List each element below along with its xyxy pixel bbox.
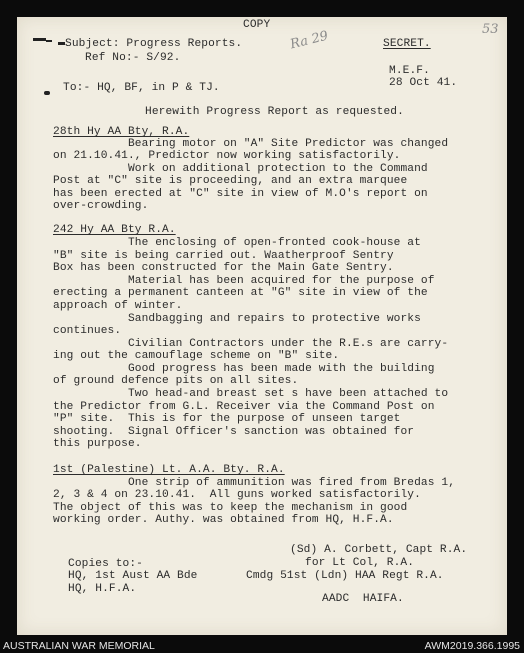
signature-line: (Sd) A. Corbett, Capt R.A. [290, 544, 468, 556]
body-line: 2, 3 & 4 on 23.10.41. All guns worked satisfactorily. [53, 489, 421, 501]
punch-mark [44, 91, 50, 95]
reference-number: Ref No:- S/92. [85, 52, 181, 64]
body-line: approach of winter. [53, 300, 183, 312]
signature-line: for Lt Col, R.A. [305, 557, 415, 569]
body-line: working order. Authy. was obtained from HQ, H.F.A. [53, 514, 394, 526]
body-line: "B" site is being carried out. Waatherproof Sentry [53, 250, 394, 262]
copies-item: HQ, H.F.A. [68, 583, 137, 595]
body-line: Two head-and breast set s have been attached to [53, 388, 449, 400]
body-line: One strip of ammunition was fired from Bredas 1, [53, 477, 456, 489]
pencil-annotation: Ra 29 [288, 28, 330, 53]
footer-source: AUSTRALIAN WAR MEMORIAL [3, 640, 155, 652]
body-line: The object of this was to keep the mechanism in good [53, 502, 408, 514]
origin: M.E.F. [389, 65, 430, 77]
body-line: Bearing motor on "A" Site Predictor was changed [53, 138, 449, 150]
section-heading: 28th Hy AA Bty, R.A. [53, 126, 190, 138]
intro-line: Herewith Progress Report as requested. [145, 106, 404, 118]
document-page [17, 17, 507, 635]
signature-line: AADC HAIFA. [322, 593, 404, 605]
body-line: Sandbagging and repairs to protective works [53, 313, 421, 325]
body-line: shooting. Signal Officer's sanction was obtained for [53, 426, 415, 438]
body-line: The enclosing of open-fronted cook-house at [53, 237, 421, 249]
copies-item: HQ, 1st Aust AA Bde [68, 570, 198, 582]
body-line: Material has been acquired for the purpose of [53, 275, 435, 287]
body-line: of ground defence pits on all sites. [53, 375, 299, 387]
copy-label: COPY [243, 19, 271, 31]
body-line: this purpose. [53, 438, 142, 450]
body-line: over-crowding. [53, 200, 149, 212]
signature-line: Cmdg 51st (Ldn) HAA Regt R.A. [246, 570, 444, 582]
body-line: "P" site. This is for the purpose of unseen target [53, 413, 401, 425]
body-line: ing out the camouflage scheme on "B" site. [53, 350, 340, 362]
section-heading: 1st (Palestine) Lt. A.A. Bty. R.A. [53, 464, 285, 476]
page-number: 53 [482, 22, 499, 37]
subject-line: Subject: Progress Reports. [65, 38, 243, 50]
copies-label: Copies to:- [68, 558, 143, 570]
addressee: To:- HQ, BF, in P & TJ. [63, 82, 220, 94]
body-line: Good progress has been made with the building [53, 363, 435, 375]
classification: SECRET. [383, 38, 431, 50]
section-heading: 242 Hy AA Bty R.A. [53, 224, 176, 236]
punch-mark [58, 42, 65, 45]
punch-mark [33, 38, 46, 41]
body-line: Box has been constructed for the Main Gate Sentry. [53, 262, 394, 274]
body-line: Civilian Contractors under the R.E.s are carry- [53, 338, 449, 350]
body-line: continues. [53, 325, 122, 337]
body-line: Post at "C" site is proceeding, and an extra marquee [53, 175, 408, 187]
body-line: Work on additional protection to the Command [53, 163, 428, 175]
body-line: erecting a permanent canteen at "G" site in view of the [53, 287, 428, 299]
body-line: has been erected at "C" site in view of M.O's report on [53, 188, 428, 200]
body-line: on 21.10.41., Predictor now working satisfactorily. [53, 150, 401, 162]
date: 28 Oct 41. [389, 77, 458, 89]
footer-accession: AWM2019.366.1995 [424, 640, 520, 652]
body-line: the Predictor from G.L. Receiver via the Command Post on [53, 401, 435, 413]
punch-mark [46, 40, 52, 42]
footer-bar [0, 640, 524, 653]
